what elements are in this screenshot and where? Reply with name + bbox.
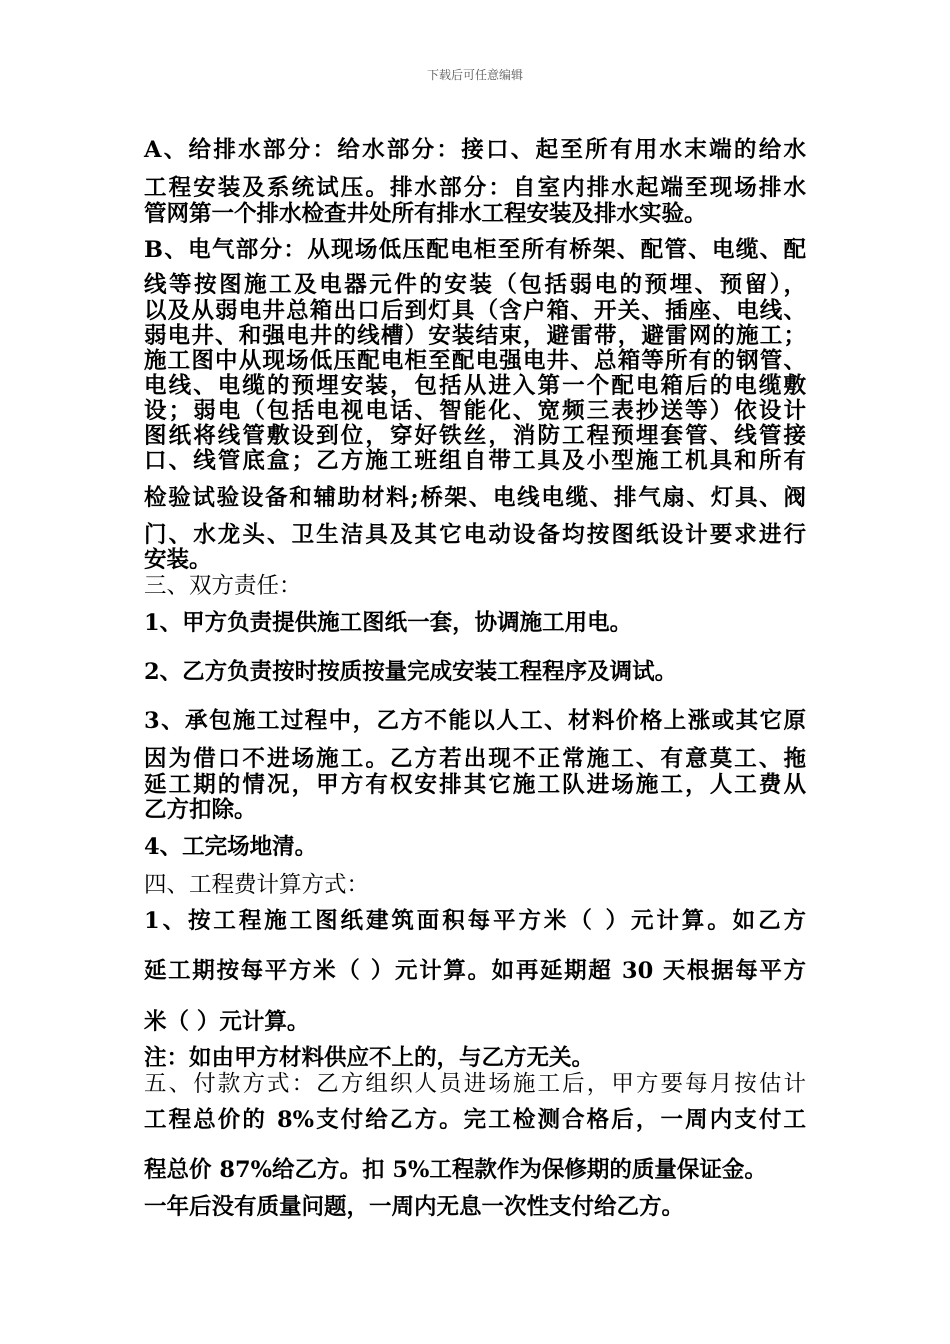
text-line: 线等按图施工及电器元件的安装（包括弱电的预埋、预留）， [144,272,806,298]
text-line: 延工期按每平方米（ ）元计算。如再延期超 30 天根据每平方 [144,958,806,984]
text-line: 1、甲方负责提供施工图纸一套，协调施工用电。 [144,610,633,636]
section-heading: 三、双方责任： [144,573,302,599]
text-line: 1、按工程施工图纸建筑面积每平方米（ ）元计算。如乙方 [144,908,806,934]
text-line: 图纸将线管敷设到位，穿好铁丝，消防工程预埋套管、线管接 [144,423,806,449]
text-line: 检验试验设备和辅助材料;桥架、电线电缆、排气扇、灯具、阀 [144,485,806,511]
text-line: 乙方扣除。 [144,797,257,823]
text-line: A、给排水部分：给水部分：接口、起至所有用水末端的给水 [144,137,806,163]
text-line: 3、承包施工过程中，乙方不能以人工、材料价格上涨或其它原 [144,708,806,734]
page-header: 下载后可任意编辑 [426,68,523,82]
text-line: 以及从弱电井总箱出口后到灯具（含户箱、开关、插座、电线、 [144,298,806,324]
text-line: 延工期的情况，甲方有权安排其它施工队进场施工，人工费从 [144,772,806,798]
section-heading: 四、工程费计算方式： [144,872,370,898]
text-line: B、电气部分：从现场低压配电柜至所有桥架、配管、电缆、配 [144,237,806,263]
text-line: 电线、电缆的预埋安装，包括从进入第一个配电箱后的电缆敷 [144,373,806,399]
text-line: 门、水龙头、卫生洁具及其它电动设备均按图纸设计要求进行 [144,522,806,548]
text-line: 程总价 87%给乙方。扣 5%工程款作为保修期的质量保证金。 [144,1157,767,1183]
text-line: 4、工完场地清。 [144,834,318,860]
text-line: 口、线管底盒；乙方施工班组自带工具及小型施工机具和所有 [144,448,806,474]
text-line: 2、乙方负责按时按质按量完成安装工程程序及调试。 [144,659,678,685]
text-line: 管网第一个排水检查井处所有排水工程安装及排水实验。 [144,201,707,227]
text-line: 注：如由甲方材料供应不上的，与乙方无关。 [144,1045,595,1071]
section-heading: 五、付款方式：乙方组织人员进场施工后，甲方要每月按估计 [144,1071,806,1097]
text-line: 工程总价的 8%支付给乙方。完工检测合格后，一周内支付工 [144,1107,806,1133]
text-line: 米（ ）元计算。 [144,1009,310,1035]
text-line: 弱电井、和强电井的线槽）安装结束，避雷带，避雷网的施工； [144,323,806,349]
text-line: 施工图中从现场低压配电柜至配电强电井、总箱等所有的钢管、 [144,348,806,374]
text-line: 一年后没有质量问题，一周内无息一次性支付给乙方。 [144,1194,685,1220]
text-line: 因为借口不进场施工。乙方若出现不正常施工、有意莫工、拖 [144,746,806,772]
text-line: 设；弱电（包括电视电话、智能化、宽频三表抄送等）依设计 [144,398,806,424]
text-line: 安装。 [144,547,212,573]
text-line: 工程安装及系统试压。排水部分：自室内排水起端至现场排水 [144,175,806,201]
